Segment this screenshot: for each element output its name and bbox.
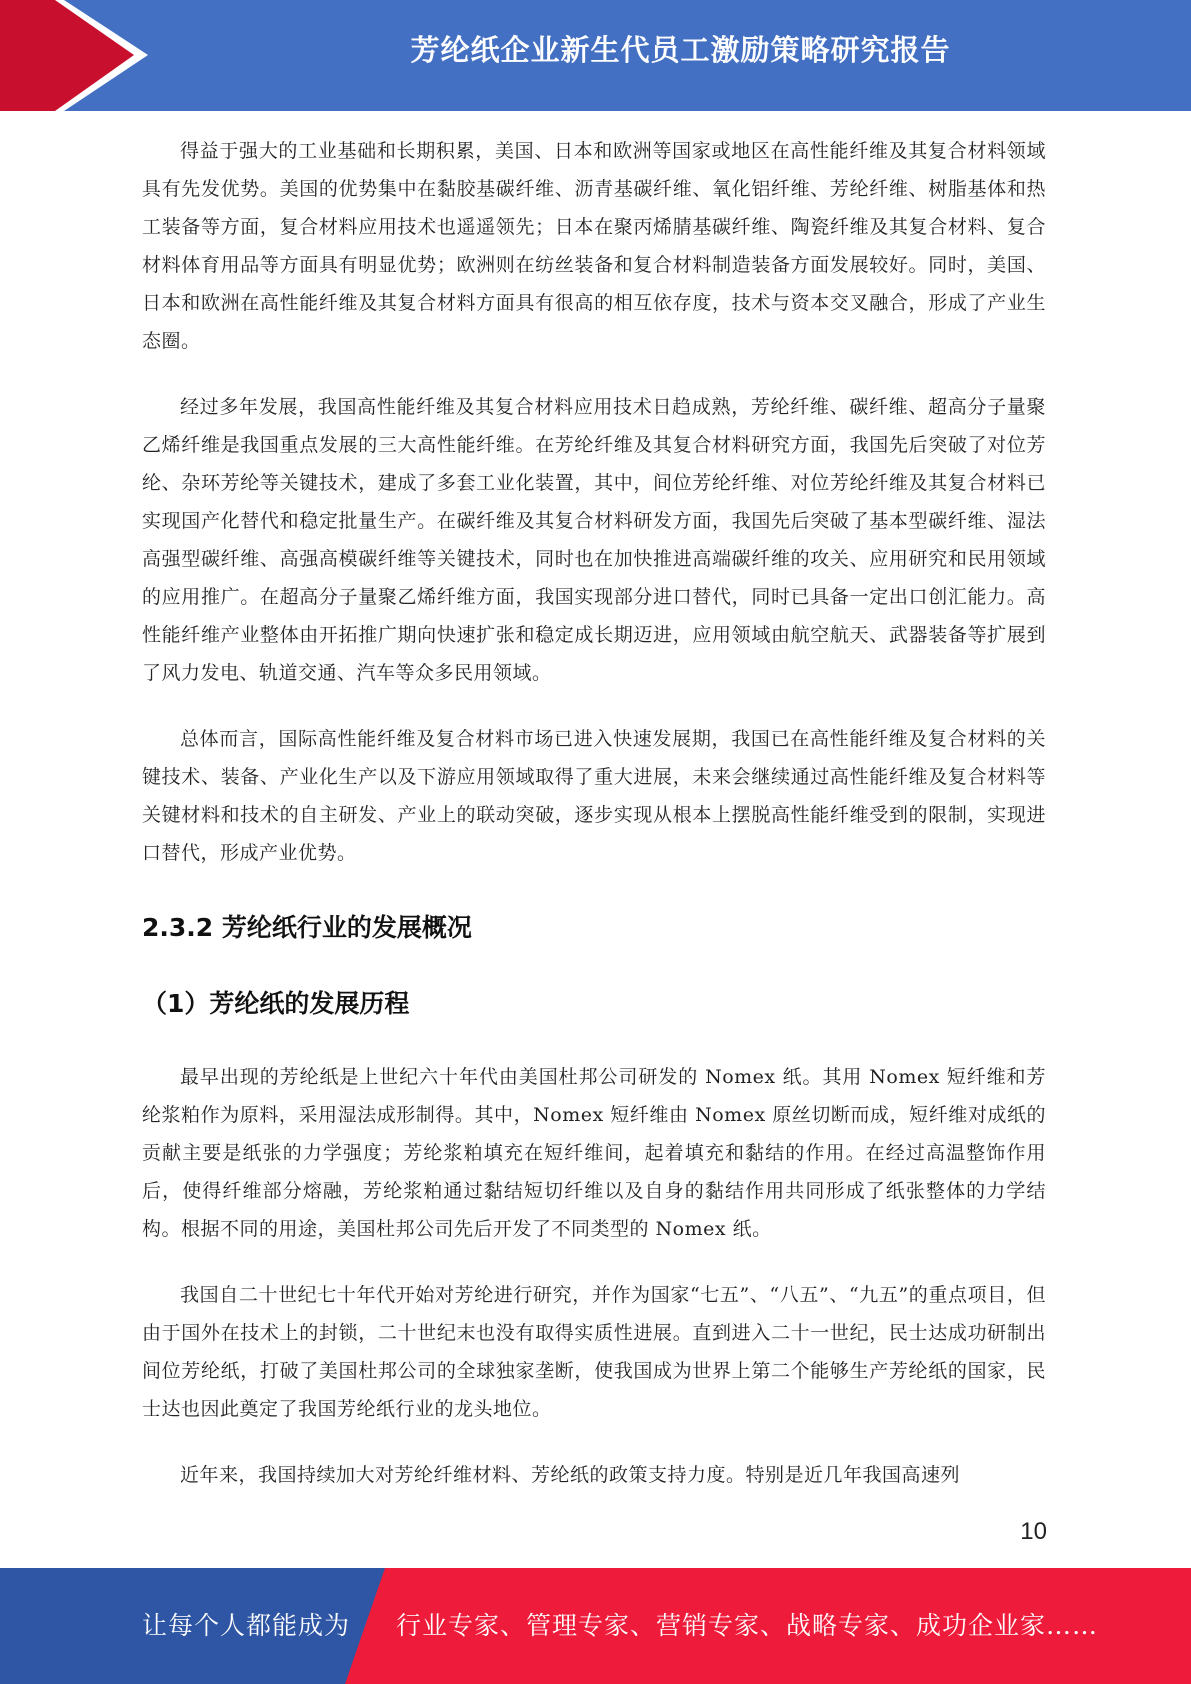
footer-banner [0,1568,1191,1684]
paragraph: 总体而言，国际高性能纤维及复合材料市场已进入快速发展期，我国已在高性能纤维及复合材料的关键技术、装备、产业化生产以及下游应用领域取得了重大进展，未来会继续通过高性能纤维及复合材料等关键材料和技术的自主研发、产业上的联动突破，逐步实现从根本上摆脱高性能纤维受到的限制，实现进口替代，形成产业优势。 [142,728,1046,864]
section-heading: 2.3.2 芳纶纸行业的发展概况 [142,913,472,942]
paragraph: 得益于强大的工业基础和长期积累，美国、日本和欧洲等国家或地区在高性能纤维及其复合材料领域具有先发优势。美国的优势集中在黏胶基碳纤维、沥青基碳纤维、氧化铝纤维、芳纶纤维、树脂基体和热工装备等方面，复合材料应用技术也遥遥领先；日本在聚丙烯腈基碳纤维、陶瓷纤维及其复合材料、复合材料体育用品等方面具有明显优势；欧洲则在纺丝装备和复合材料制造装备方面发展较好。同时，美国、日本和欧洲在高性能纤维及其复合材料方面具有很高的相互依存度，技术与资本交叉融合，形成了产业生态圈。 [142,140,1046,352]
footer-slogan-left: 让每个人都能成为 [142,1611,351,1640]
page-number: 10 [1020,1518,1047,1545]
paragraph: 近年来，我国持续加大对芳纶纤维材料、芳纶纸的政策支持力度。特别是近几年我国高速列 [180,1464,961,1486]
header-bar [0,0,1191,111]
paragraph: 最早出现的芳纶纸是上世纪六十年代由美国杜邦公司研发的 Nomex 纸。其用 Nomex 短纤维和芳纶浆粕作为原料，采用湿法成形制得。其中，Nomex 短纤维由 Nomex 原丝切断而成，短纤维对成纸的贡献主要是纸张的力学强度；芳纶浆粕填充在短纤维间，起着填充和黏结的作用。在经过高温整饰作用后，使得纤维部分熔融，芳纶浆粕通过黏结短切纤维以及自身的黏结作用共同形成了纸张整体的力学结构。根据不同的用途，美国杜邦公司先后开发了不同类型的 Nomex 纸。 [142,1066,1046,1240]
paragraph: 我国自二十世纪七十年代开始对芳纶进行研究，并作为国家“七五”、“八五”、“九五”的重点项目，但由于国外在技术上的封锁，二十世纪末也没有取得实质性进展。直到进入二十一世纪，民士达成功研制出间位芳纶纸，打破了美国杜邦公司的全球独家垄断，使我国成为世界上第二个能够生产芳纶纸的国家，民士达也因此奠定了我国芳纶纸行业的龙头地位。 [142,1284,1046,1420]
chevron-arrow-icon [0,0,150,111]
subsection-heading: （1）芳纶纸的发展历程 [142,989,410,1018]
report-title: 芳纶纸企业新生代员工激励策略研究报告 [410,33,951,67]
main-content [142,132,1046,1522]
footer-slogan-right: 行业专家、管理专家、营销专家、战略专家、成功企业家…… [396,1611,1099,1640]
paragraph: 经过多年发展，我国高性能纤维及其复合材料应用技术日趋成熟，芳纶纤维、碳纤维、超高分子量聚乙烯纤维是我国重点发展的三大高性能纤维。在芳纶纤维及其复合材料研究方面，我国先后突破了对位芳纶、杂环芳纶等关键技术，建成了多套工业化装置，其中，间位芳纶纤维、对位芳纶纤维及其复合材料已实现国产化替代和稳定批量生产。在碳纤维及其复合材料研发方面，我国先后突破了基本型碳纤维、湿法高强型碳纤维、高强高模碳纤维等关键技术，同时也在加快推进高端碳纤维的攻关、应用研究和民用领域的应用推广。在超高分子量聚乙烯纤维方面，我国实现部分进口替代，同时已具备一定出口创汇能力。高性能纤维产业整体由开拓推广期向快速扩张和稳定成长期迈进，应用领域由航空航天、武器装备等扩展到了风力发电、轨道交通、汽车等众多民用领域。 [142,396,1046,684]
